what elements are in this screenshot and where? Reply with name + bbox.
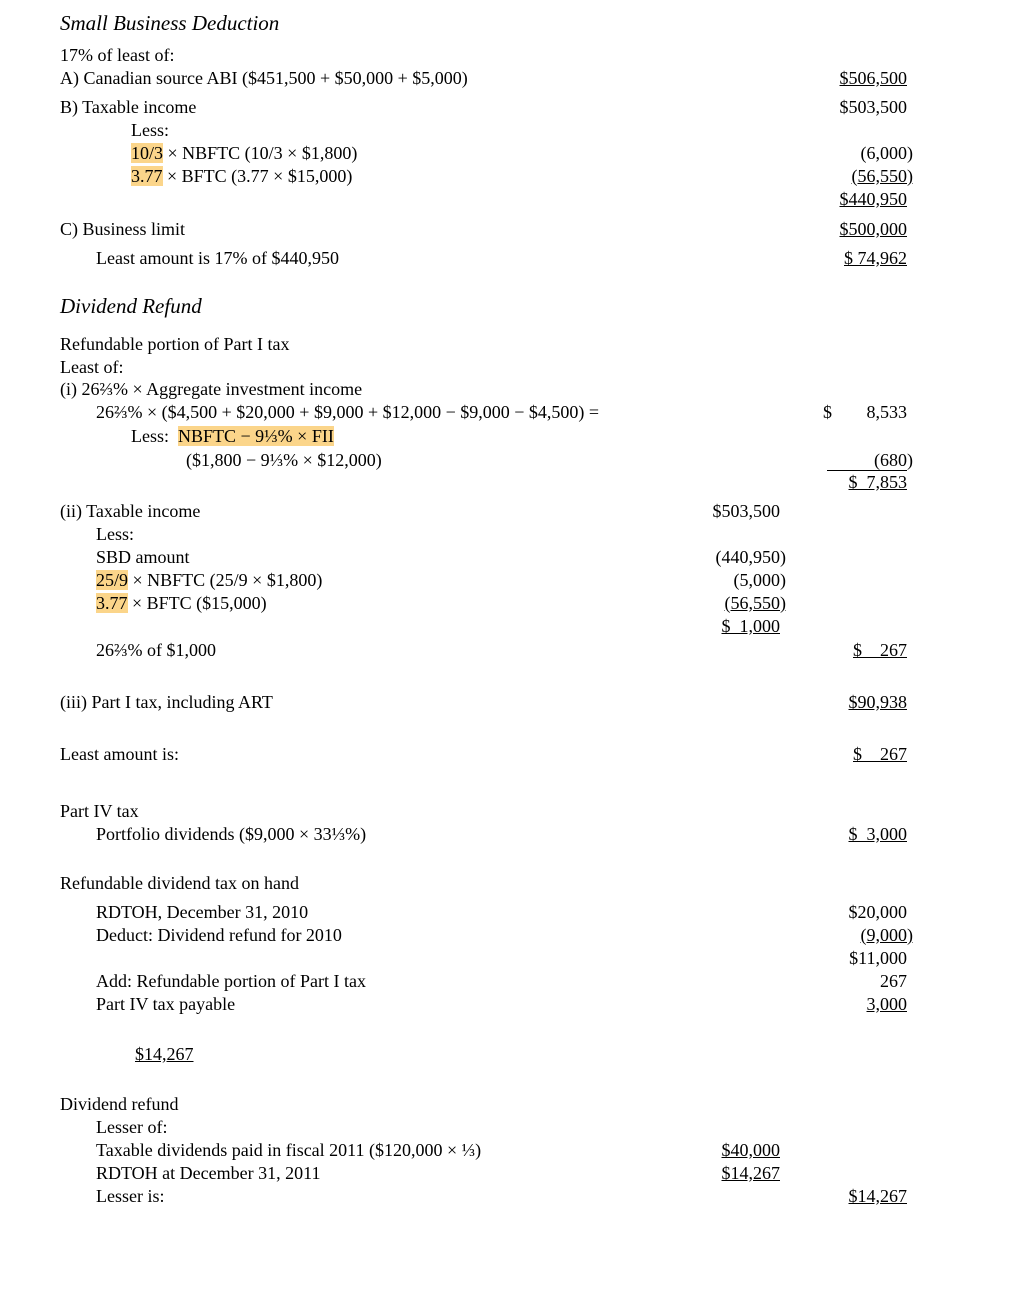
refund-i-label: (i) 26⅔% × Aggregate investment income	[60, 379, 363, 399]
rdtoh-deduct-amount: (9,000)	[860, 925, 913, 945]
sbd-intro: 17% of least of:	[60, 45, 175, 65]
refund-sbd-amount: (440,950)	[715, 547, 786, 567]
refund-nbftc-row	[96, 569, 322, 591]
rdtoh-part4-amount: 3,000	[866, 994, 907, 1014]
sbd-c-label: C) Business limit	[60, 219, 186, 239]
refund-ii-result: $ 267	[853, 640, 907, 660]
rdtoh-subtotal: $11,000	[849, 948, 907, 968]
refund-i-total: $ 7,853	[848, 472, 907, 492]
refund-nbftc-fii: NBFTC − 9⅓% × FII	[178, 426, 334, 446]
refund-iii-label: (iii) Part I tax, including ART	[60, 692, 273, 712]
sbd-nbftc-row	[131, 142, 357, 164]
sbd-nbftc-text: × NBFTC (10/3 × $1,800)	[167, 143, 358, 163]
div-refund-title: Dividend refund	[60, 1094, 179, 1114]
sbd-a-label: A) Canadian source ABI ($451,500 + $50,000 + $5,000)	[60, 68, 468, 88]
rdtoh-title: Refundable dividend tax on hand	[60, 873, 299, 893]
refund-i-formula: 26⅔% × ($4,500 + $20,000 + $9,000 + $12,000 − $9,000 − $4,500) =	[96, 402, 600, 422]
sbd-bftc-factor: 3.77	[131, 166, 163, 186]
sbd-b-total: $440,950	[839, 189, 907, 209]
refund-least-amount: $ 267	[853, 744, 907, 764]
refund-i-dollar: $	[823, 402, 832, 422]
refund-least-of: Least of:	[60, 357, 124, 377]
div-refund-rdtoh-label: RDTOH at December 31, 2011	[96, 1163, 321, 1183]
refund-ii-label: (ii) Taxable income	[60, 501, 201, 521]
refund-nbftc-fii-calc: ($1,800 − 9⅓% × $12,000)	[186, 450, 382, 470]
div-refund-paid-amount: $40,000	[721, 1140, 780, 1160]
sbd-b-label: B) Taxable income	[60, 97, 197, 117]
refund-bftc-text: × BFTC ($15,000)	[132, 593, 267, 613]
sbd-least-amount: $ 74,962	[844, 248, 907, 268]
div-refund-paid-label: Taxable dividends paid in fiscal 2011 ($120,000 × ⅓)	[96, 1140, 482, 1160]
rdtoh-add-label: Add: Refundable portion of Part I tax	[96, 971, 366, 991]
refund-ii-taxable: $503,500	[712, 501, 780, 521]
div-refund-lesser-of: Lesser of:	[96, 1117, 168, 1137]
div-refund-lesser-amount: $14,267	[848, 1186, 907, 1206]
sbd-bftc-text: × BFTC (3.77 × $15,000)	[167, 166, 353, 186]
refund-iii-amount: $90,938	[848, 692, 907, 712]
refund-bftc-amount: (56,550)	[724, 593, 786, 613]
refund-nbftc-factor: 25/9	[96, 570, 129, 590]
sbd-bftc-row	[131, 165, 352, 187]
sbd-least-label: Least amount is 17% of $440,950	[96, 248, 339, 268]
sbd-b-amount: $503,500	[839, 97, 907, 117]
refund-bftc-row	[96, 592, 267, 614]
rdtoh-total: $14,267	[135, 1044, 194, 1064]
refund-nbftc-text: × NBFTC (25/9 × $1,800)	[132, 570, 323, 590]
part4-amount: $ 3,000	[848, 824, 907, 844]
refund-portion-label: Refundable portion of Part I tax	[60, 334, 290, 354]
refund-less-row	[131, 425, 334, 447]
div-refund-rdtoh-amount: $14,267	[721, 1163, 780, 1183]
refund-least-label: Least amount is:	[60, 744, 179, 764]
rdtoh-add-amount: 267	[880, 971, 907, 991]
refund-heading: Dividend Refund	[60, 294, 202, 318]
rdtoh-part4-label: Part IV tax payable	[96, 994, 236, 1014]
sbd-bftc-amount: (56,550)	[851, 166, 913, 186]
refund-sbd-amount-label: SBD amount	[96, 547, 190, 567]
rdtoh-opening-label: RDTOH, December 31, 2010	[96, 902, 309, 922]
sbd-c-amount: $500,000	[839, 219, 907, 239]
rdtoh-opening-amount: $20,000	[848, 902, 907, 922]
refund-less: Less:	[131, 426, 169, 446]
refund-i-amount: 8,533	[866, 402, 907, 422]
refund-ii-pct-label: 26⅔% of $1,000	[96, 640, 216, 660]
refund-nbftc-fii-amount: (680)	[874, 450, 913, 470]
sbd-less: Less:	[131, 120, 169, 140]
part4-title: Part IV tax	[60, 801, 139, 821]
part4-label: Portfolio dividends ($9,000 × 33⅓%)	[96, 824, 367, 844]
refund-ii-less: Less:	[96, 524, 134, 544]
refund-ii-subtotal: $ 1,000	[721, 616, 780, 636]
refund-nbftc-amount: (5,000)	[733, 570, 786, 590]
refund-bftc-factor: 3.77	[96, 593, 128, 613]
div-refund-lesser-label: Lesser is:	[96, 1186, 165, 1206]
rdtoh-deduct-label: Deduct: Dividend refund for 2010	[96, 925, 342, 945]
sbd-heading: Small Business Deduction	[60, 11, 280, 35]
sbd-a-amount: $506,500	[839, 68, 907, 88]
sbd-nbftc-factor: 10/3	[131, 143, 164, 163]
sbd-nbftc-amount: (6,000)	[860, 143, 913, 163]
